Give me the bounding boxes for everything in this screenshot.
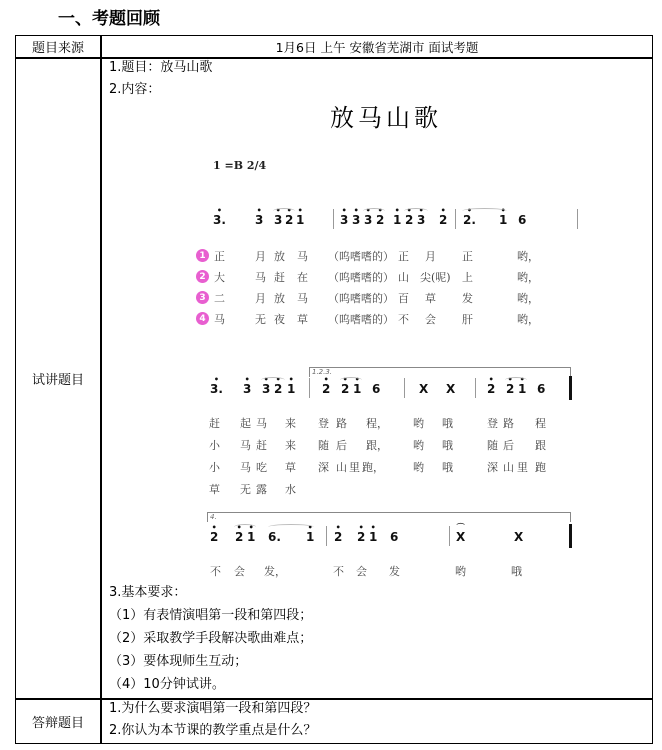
volta-bracket-2: 4. [207, 512, 571, 522]
note: 6 [518, 213, 527, 227]
slur [363, 208, 385, 214]
bar-line [309, 378, 310, 398]
lecture-label: 试讲题目 [31, 373, 84, 388]
note: • 2 [285, 206, 294, 227]
note: X [419, 382, 429, 396]
verse-badge-1: 1 [196, 249, 209, 262]
note: • 1 [287, 375, 296, 396]
score-title: 放马山歌 [330, 104, 442, 132]
source-label: 题目来源 [31, 41, 84, 56]
note: • 1 [353, 375, 362, 396]
notation-line-3 [0, 523, 662, 546]
note: • 3. [213, 206, 226, 227]
key-time-signature: 1 =B 2/4 [213, 159, 267, 172]
bar-line [475, 378, 476, 398]
note: • 1 [369, 523, 378, 544]
final-bar-line [569, 524, 572, 548]
requirement-item: （1）有表情演唱第一段和第四段； [109, 608, 313, 623]
note: • 3 [352, 206, 361, 227]
requirements-title: 3.基本要求： [109, 585, 187, 600]
note: • 3 [274, 206, 283, 227]
note: • 3 [417, 206, 426, 227]
note: • 3 [243, 375, 252, 396]
topic-line: 1.题目：放马山歌 [109, 60, 213, 75]
note: • 2 [322, 375, 331, 396]
note: • 3 [340, 206, 349, 227]
requirement-item: （3）要体现师生互动； [109, 654, 248, 669]
slur [268, 524, 314, 530]
requirement-item: （2）采取教学手段解决歌曲难点； [109, 631, 313, 646]
slur [234, 524, 256, 530]
note: • 2 [210, 523, 219, 544]
bar-line [455, 209, 456, 229]
note: 6 [537, 382, 546, 396]
content-label: 2.内容： [109, 82, 161, 97]
bar-line [333, 209, 334, 229]
note: • 2 [376, 206, 385, 227]
note: • 1 [306, 523, 315, 544]
bar-line [577, 209, 578, 229]
note: • 2 [357, 523, 366, 544]
note: • 3 [364, 206, 373, 227]
verse-badge-4: 4 [196, 312, 209, 325]
note: • 3 [255, 206, 264, 227]
defense-question: 1.为什么要求演唱第一段和第四段？ [109, 701, 317, 716]
note: • 1 [499, 206, 508, 227]
note: X [446, 382, 456, 396]
section-heading: 一、考题回顾 [58, 9, 160, 29]
bar-line [449, 526, 450, 546]
volta-bracket-1: 1.2.3. [309, 367, 571, 377]
bar-line [404, 378, 405, 398]
note: • 1 [296, 206, 305, 227]
note: • 1 [247, 523, 256, 544]
slur [261, 377, 285, 383]
note: 6 [372, 382, 381, 396]
defense-label: 答辩题目 [31, 716, 84, 731]
note: • 3. [210, 375, 223, 396]
final-bar-line [569, 376, 572, 400]
note: ⌒ X [456, 523, 466, 544]
note: 6. [268, 530, 281, 544]
defense-content [102, 700, 652, 743]
note: • 2 [405, 206, 414, 227]
note: • 2 [334, 523, 343, 544]
slur [404, 208, 428, 214]
verse-badge-2: 2 [196, 270, 209, 283]
defense-question: 2.你认为本节课的教学重点是什么？ [109, 723, 317, 738]
requirement-item: （4）10分钟试讲。 [109, 677, 225, 692]
note: • 2 [487, 375, 496, 396]
note: • 1 [393, 206, 402, 227]
note: • 2 [235, 523, 244, 544]
slur [462, 208, 507, 214]
bar-line [326, 526, 327, 546]
note: • 2 [341, 375, 350, 396]
source-value: 1月6日 上午 安徽省芜湖市 面试考题 [275, 39, 479, 55]
note: • 2. [463, 206, 476, 227]
note: • 2 [506, 375, 515, 396]
slur [273, 208, 295, 214]
note: • 1 [518, 375, 527, 396]
slur [340, 377, 362, 383]
verse-badge-3: 3 [196, 291, 209, 304]
note: 6 [390, 530, 399, 544]
note: • 3 [262, 375, 271, 396]
slur [505, 377, 527, 383]
note: • 2 [274, 375, 283, 396]
note: • 2 [439, 206, 448, 227]
note: X [514, 530, 524, 544]
notation-line-1 [0, 206, 662, 229]
